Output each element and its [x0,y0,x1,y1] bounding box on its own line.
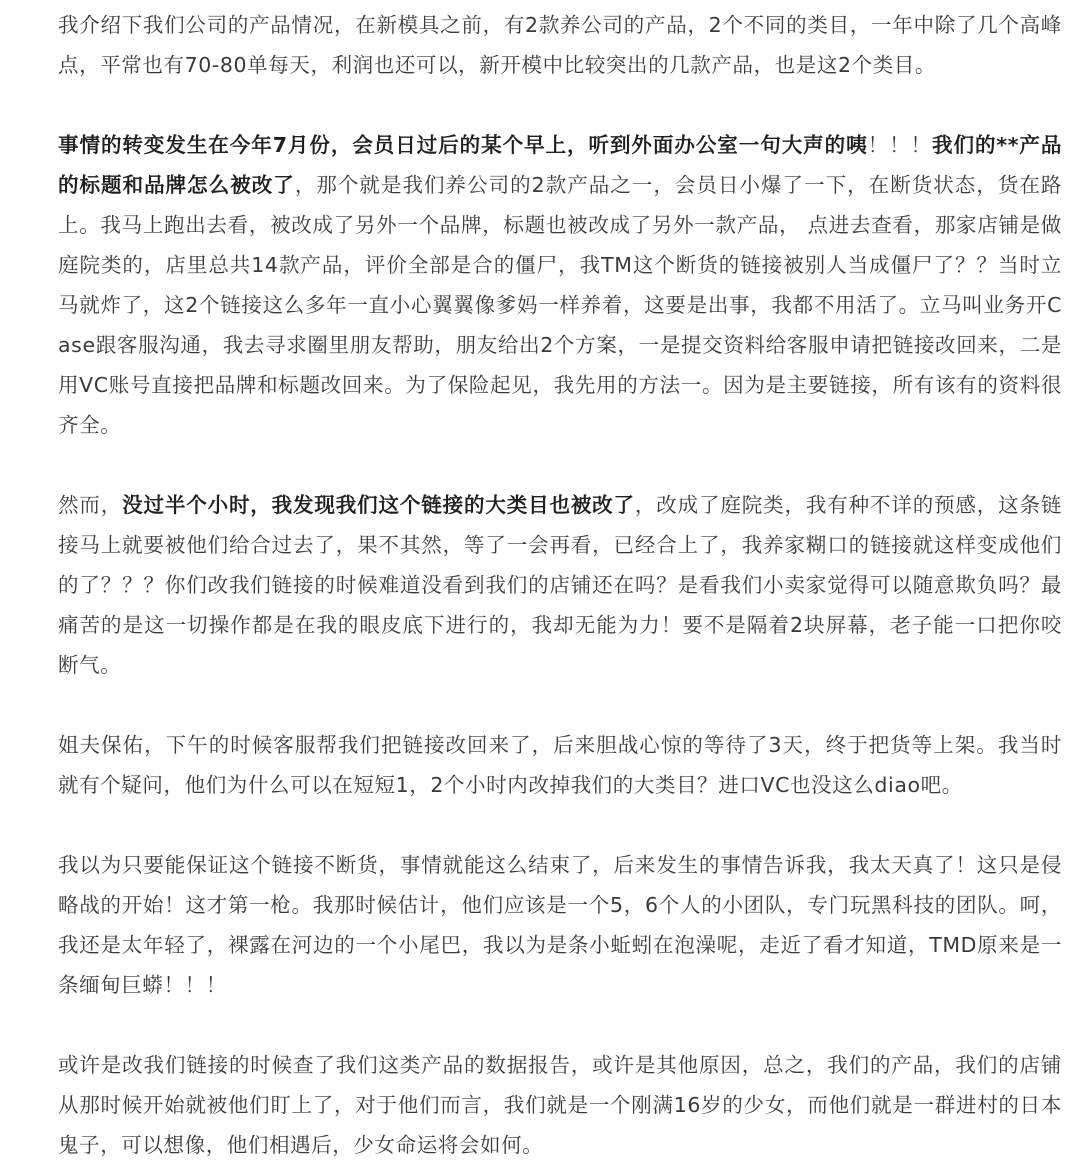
paragraph-targeted [58,1045,1062,1165]
paragraph-text: 然而， [58,493,123,517]
paragraph-text: 我以为只要能保证这个链接不断货，事情就能这么结束了，后来发生的事情告诉我，我太天真了！这只是侵略战的开始！这才第一枪。我那时候估计，他们应该是一个5，6个人的小团队，专门玩黑科技的团队。呵，我还是太年轻了，裸露在河边的一个小尾巴，我以为是条小蚯蚓在泡澡呢，走近了看才知道，TMD原来是一条缅甸巨蟒！！！ [58,853,1062,997]
paragraph-invasion-begins [58,845,1062,1005]
paragraph-category-changed [58,485,1062,685]
bold-text-title-brand-changed: 我们的**产品的标题和品牌怎么被改了 [58,133,1063,197]
paragraph-title-changed [58,125,1062,445]
bold-text-category-changed: 没过半个小时，我发现我们这个链接的大类目也被改了 [122,493,635,517]
paragraph-company-products [58,5,1062,85]
paragraph-text: 姐夫保佑，下午的时候客服帮我们把链接改回来了，后来胆战心惊的等待了3天，终于把货等上架。我当时就有个疑问，他们为什么可以在短短1，2个小时内改掉我们的大类目？进口VC也没这么diao吧。 [58,733,1062,797]
paragraph-text: 我介绍下我们公司的产品情况，在新模具之前，有2款养公司的产品，2个不同的类目，一年中除了几个高峰点，平常也有70-80单每天，利润也还可以，新开模中比较突出的几款产品，也是这2个类目。 [58,13,1062,77]
paragraph-text: ，改成了庭院类，我有种不详的预感，这条链接马上就要被他们给合过去了，果不其然，等了一会再看，已经合上了，我养家糊口的链接就这样变成他们的了？？？你们改我们链接的时候难道没看到我们的店铺还在吗？是看我们小卖家觉得可以随意欺负吗？最痛苦的是这一切操作都是在我的眼皮底下进行的，我却无能为力！要不是隔着2块屏幕，老子能一口把你咬断气。 [58,493,1062,677]
paragraph-text: ，那个就是我们养公司的2款产品之一，会员日小爆了一下，在断货状态，货在路上。我马上跑出去看，被改成了另外一个品牌，标题也被改成了另外一款产品， 点进去查看，那家店铺是做庭院类的，店里总共14款产品，评价全部是合的僵尸，我TM这个断货的链接被别人当成僵尸了？？当时立马就炸了，这2个链接这么多年一直小心翼翼像爹妈一样养着，这要是出事，我都不用活了。立马叫业务开Case跟客服沟通，我去寻求圈里朋友帮助，朋友给出2个方案，一是提交资料给客服申请把链接改回来，二是用VC账号直接把品牌和标题改回来。为了保险起见，我先用的方法一。因为是主要链接，所有该有的资料很齐全。 [58,173,1062,437]
paragraph-link-restored [58,725,1062,805]
bold-text-turning-point: 事情的转变发生在今年7月份，会员日过后的某个早上，听到外面办公室一句大声的咦 [58,133,868,157]
paragraph-text: 或许是改我们链接的时候查了我们这类产品的数据报告，或许是其他原因，总之，我们的产品，我们的店铺从那时候开始就被他们盯上了，对于他们而言，我们就是一个刚满16岁的少女，而他们就是一群进村的日本鬼子，可以想像，他们相遇后，少女命运将会如何。 [58,1053,1062,1157]
exclamation-text: ！！！ [867,133,933,157]
